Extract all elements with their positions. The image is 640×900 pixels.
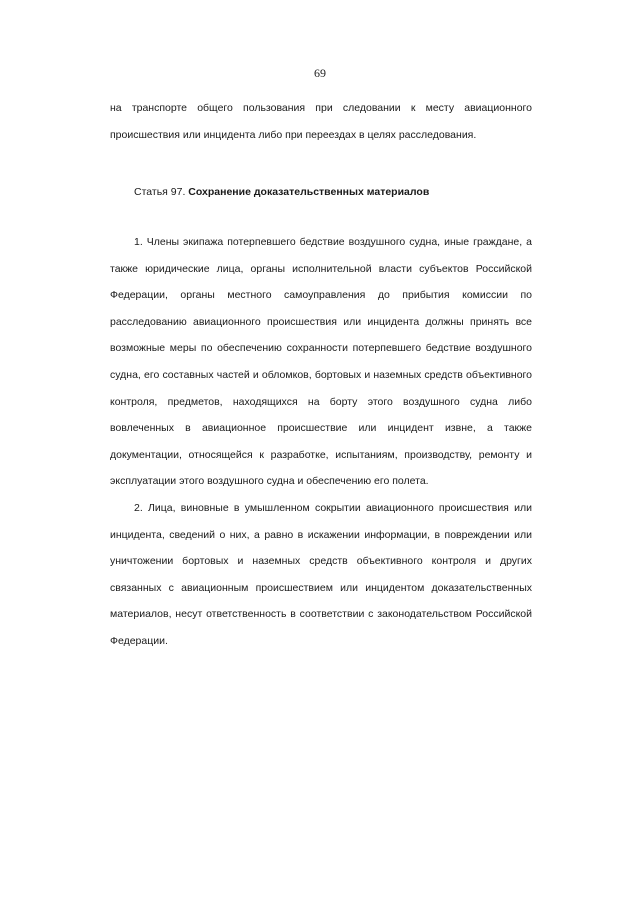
continuation-paragraph: на транспорте общего пользования при следовании к месту авиационного происшествия или инцидента либо при переездах в целях расследования. [110,102,532,141]
paragraph-2: 2. Лица, виновные в умышленном сокрытии авиационного происшествия или инцидента, сведений о них, а равно в искажении информации, в повреждении или уничтожении бортовых и наземных средств объективного контроля и других связанных с авиационным происшествием или инцидентом доказательственных материалов, несут ответственность в соответствии с законодательством Российской Федерации. [110,501,532,647]
paragraph-1: 1. Члены экипажа потерпевшего бедствие воздушного судна, иные граждане, а также юридические лица, органы исполнительной власти субъектов Российской Федерации, органы местного самоуправления до прибытия комиссии по расследованию авиационного происшествия или инцидента должны принять все возможные меры по обеспечению сохранности потерпевшего бедствие воздушного судна, его составных частей и обломков, бортовых и наземных средств объективного контроля, предметов, находящихся на борту этого воздушного судна либо вовлеченных в авиационное происшествие или инцидент извне, а также документации, относящейся к разработке, испытаниям, производству, ремонту и эксплуатации этого воздушного судна и обеспечению его полета. [110,236,532,488]
article-heading [134,179,429,206]
article-body [110,229,532,655]
page-number: 69 [314,66,326,80]
article-label: Статья 97. [134,186,186,198]
article-title: Сохранение доказательственных материалов [188,186,430,198]
